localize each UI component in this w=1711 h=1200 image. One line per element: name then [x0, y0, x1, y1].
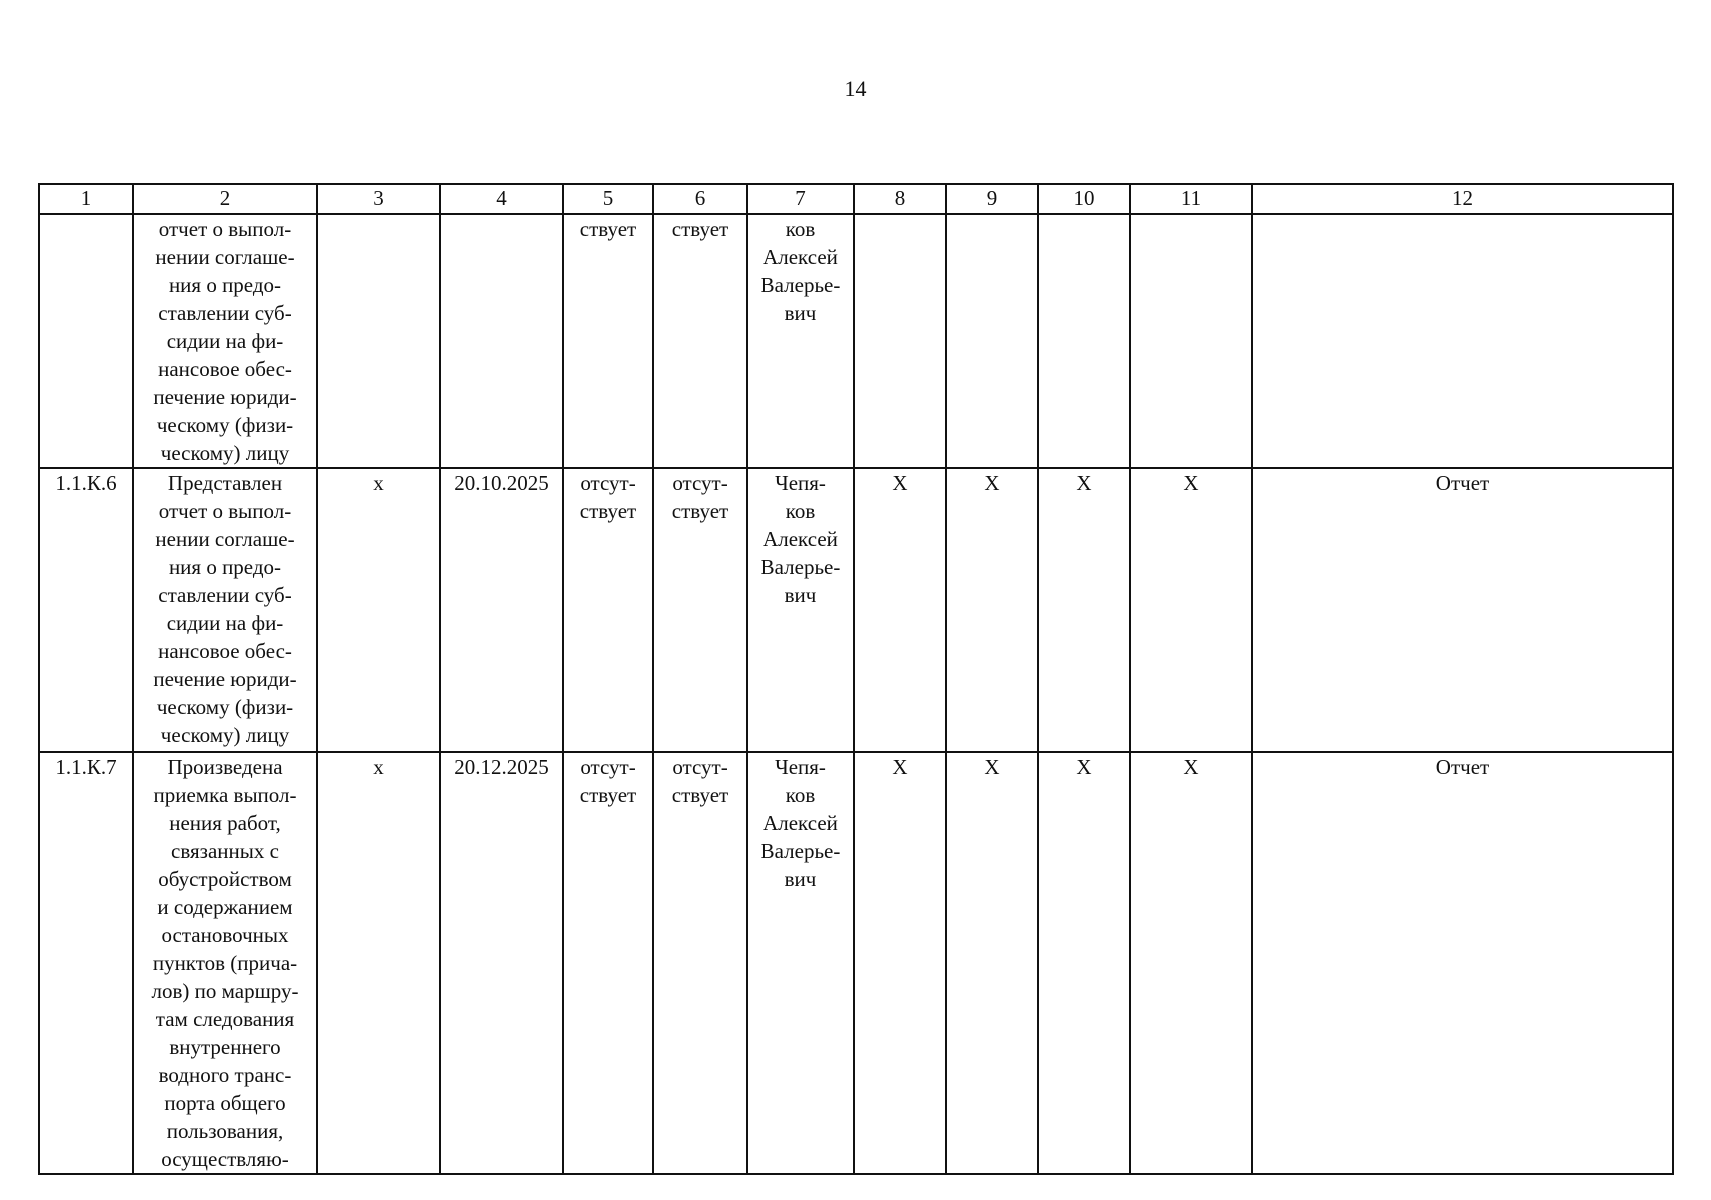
col10-cell: X — [1038, 752, 1130, 1174]
col10-cell — [1038, 214, 1130, 468]
column-header-12: 12 — [1252, 184, 1673, 214]
col5-cell: ствует — [563, 214, 653, 468]
col6-cell: отсут- ствует — [653, 468, 747, 752]
responsible-cell: Чепя- ков Алексей Валерье- вич — [747, 752, 854, 1174]
col11-cell: X — [1130, 468, 1252, 752]
column-header-1: 1 — [39, 184, 133, 214]
col8-cell: X — [854, 752, 946, 1174]
column-header-9: 9 — [946, 184, 1038, 214]
result-cell — [1252, 214, 1673, 468]
col11-cell — [1130, 214, 1252, 468]
col3-cell — [317, 214, 440, 468]
table-row — [39, 214, 1673, 468]
result-cell: Отчет — [1252, 468, 1673, 752]
column-header-2: 2 — [133, 184, 317, 214]
description-cell: отчет о выпол- нении соглаше- ния о предо- ставлении суб- сидии на фи- нансовое обес- печение юриди- ческому (физи- ческому) лицу — [133, 214, 317, 468]
column-header-10: 10 — [1038, 184, 1130, 214]
date-cell — [440, 214, 563, 468]
table-row — [39, 468, 1673, 752]
col9-cell — [946, 214, 1038, 468]
description-cell: Произведена приемка выпол- нения работ, связанных с обустройством и содержанием остановочных пунктов (прича- лов) по маршру- там следования внутреннего водного транс- порта общего пользования, осуществляю- — [133, 752, 317, 1174]
row-id-cell — [39, 214, 133, 468]
col8-cell: X — [854, 468, 946, 752]
col6-cell: отсут- ствует — [653, 752, 747, 1174]
column-header-6: 6 — [653, 184, 747, 214]
col3-cell: х — [317, 468, 440, 752]
col5-cell: отсут- ствует — [563, 752, 653, 1174]
col10-cell: X — [1038, 468, 1130, 752]
header-row — [39, 184, 1673, 214]
col9-cell: X — [946, 752, 1038, 1174]
col5-cell: отсут- ствует — [563, 468, 653, 752]
col11-cell: X — [1130, 752, 1252, 1174]
col9-cell: X — [946, 468, 1038, 752]
responsible-cell: Чепя- ков Алексей Валерье- вич — [747, 468, 854, 752]
column-header-7: 7 — [747, 184, 854, 214]
row-id-cell: 1.1.К.7 — [39, 752, 133, 1174]
date-cell: 20.10.2025 — [440, 468, 563, 752]
col6-cell: ствует — [653, 214, 747, 468]
row-id-cell: 1.1.К.6 — [39, 468, 133, 752]
column-header-5: 5 — [563, 184, 653, 214]
column-header-4: 4 — [440, 184, 563, 214]
responsible-cell: ков Алексей Валерье- вич — [747, 214, 854, 468]
description-cell: Представлен отчет о выпол- нении соглаше- ния о предо- ставлении суб- сидии на фи- нансовое обес- печение юриди- ческому (физи- ческому) лицу — [133, 468, 317, 752]
control-points-table — [38, 183, 1674, 1175]
column-header-8: 8 — [854, 184, 946, 214]
table-row — [39, 752, 1673, 1174]
date-cell: 20.12.2025 — [440, 752, 563, 1174]
column-header-3: 3 — [317, 184, 440, 214]
col3-cell: х — [317, 752, 440, 1174]
page-number: 14 — [844, 76, 867, 101]
result-cell: Отчет — [1252, 752, 1673, 1174]
column-header-11: 11 — [1130, 184, 1252, 214]
col8-cell — [854, 214, 946, 468]
